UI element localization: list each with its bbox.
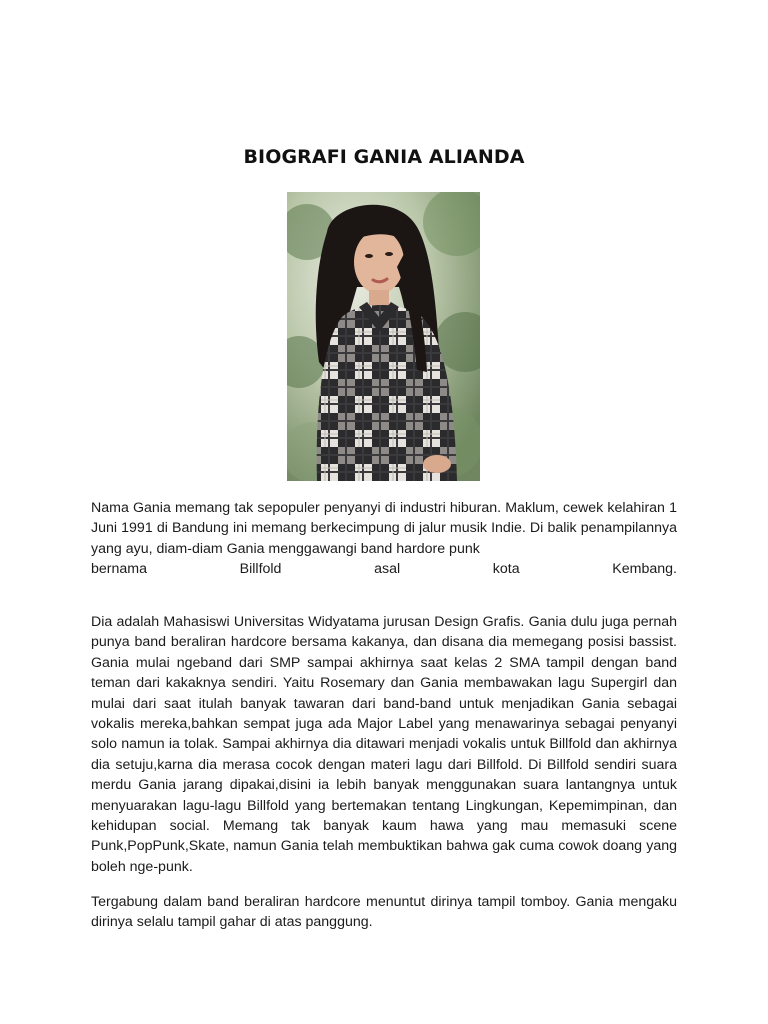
- portrait-photo: [287, 192, 480, 481]
- word: asal: [374, 561, 401, 577]
- word: kota: [492, 561, 520, 577]
- paragraph-1: Nama Gania memang tak sepopuler penyanyi di industri hiburan. Maklum, cewek kelahiran 1 Juni 1991 di Bandung ini memang berkecimpung di jalur musik Indie. Di balik penampilannya yang ayu, diam-diam Gania menggawangi band hardore punk: [91, 500, 677, 557]
- word: Kembang.: [612, 561, 677, 577]
- page-title: BIOGRAFI GANIA ALIANDA: [243, 146, 525, 168]
- paragraph-3: Tergabung dalam band beraliran hardcore menuntut dirinya tampil tomboy. Gania mengaku dirinya selalu tampil gahar di atas panggung.: [91, 894, 677, 931]
- word: bernama: [91, 561, 147, 577]
- paragraph-1-last-line: [91, 559, 677, 579]
- paragraph-2: Dia adalah Mahasiswi Universitas Widyatama jurusan Design Grafis. Gania dulu juga pernah punya band beraliran hardcore bersama kakanya, dan disana dia memegang posisi bassist. Gania mulai ngeband dari SMP sampai akhirnya saat kelas 2 SMA tampil dengan band teman dari kakaknya sendiri. Yaitu Rosemary dan Gania membawakan lagu Supergirl dan mulai dari saat itulah banyak tawaran dari band-band untuk menjadikan Gania sebagai vokalis mereka,bahkan sempat juga ada Major Label yang menawarinya sebagai penyanyi solo namun ia tolak. Sampai akhirnya dia ditawari menjadi vokalis untuk Billfold dan akhirnya dia setuju,karna dia merasa cocok dengan materi lagu dari Billfold. Di Billfold sendiri suara merdu Gania jarang dipakai,disini ia lebih banyak menggunakan suara lantangnya untuk menyuarakan lagu-lagu Billfold yang bertemakan tentang Lingkungan, Kepemimpinan, dan kehidupan social. Memang tak banyak kaum hawa yang mau memasuki scene Punk,PopPunk,Skate, namun Gania telah membuktikan bahwa gak cuma cowok doang yang boleh nge-punk.: [91, 614, 677, 875]
- word: Billfold: [239, 561, 282, 577]
